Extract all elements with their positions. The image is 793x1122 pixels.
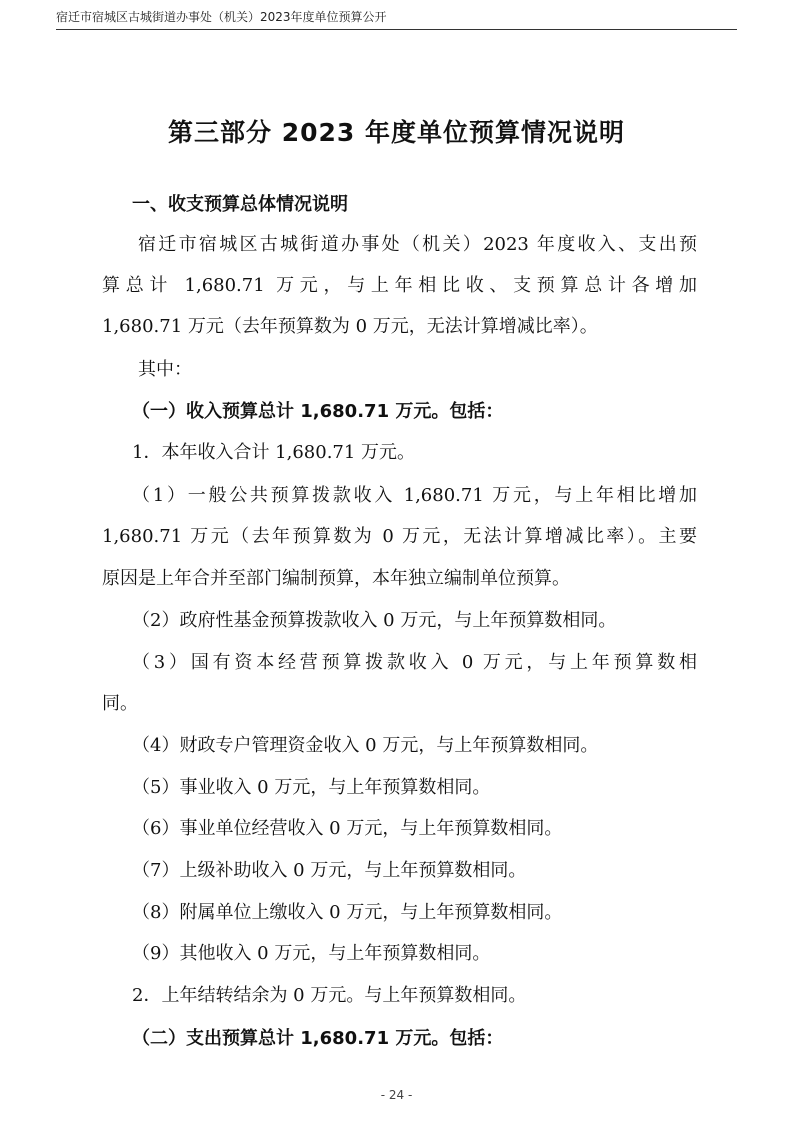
paragraph-line: （2）政府性基金预算拨款收入 0 万元，与上年预算数相同。 <box>132 610 617 631</box>
paragraph-line: （1）一般公共预算拨款收入 1,680.71 万元，与上年相比增加 <box>132 485 697 506</box>
section-heading: 一、收支预算总体情况说明 <box>132 194 348 215</box>
paragraph-line: （4）财政专户管理资金收入 0 万元，与上年预算数相同。 <box>132 735 599 756</box>
subsection-heading: （一）收入预算总计 1,680.71 万元。包括： <box>132 401 504 422</box>
paragraph-line: （7）上级补助收入 0 万元，与上年预算数相同。 <box>132 860 527 881</box>
header-rule <box>56 29 737 30</box>
paragraph-line: 1．本年收入合计 1,680.71 万元。 <box>132 442 416 463</box>
paragraph-line: 1,680.71 万元（去年预算数为 0 万元，无法计算增减比率）。 <box>102 316 598 337</box>
page-header: 宿迁市宿城区古城街道办事处（机关）2023年度单位预算公开 <box>56 10 387 24</box>
paragraph-line: 原因是上年合并至部门编制预算，本年独立编制单位预算。 <box>102 568 570 589</box>
paragraph-line: 同。 <box>102 693 138 714</box>
paragraph-line: （6）事业单位经营收入 0 万元，与上年预算数相同。 <box>132 818 563 839</box>
page-title: 第三部分 2023 年度单位预算情况说明 <box>168 118 625 147</box>
paragraph-line: （3）国有资本经营预算拨款收入 0 万元，与上年预算数相 <box>132 652 697 673</box>
subsection-heading: （二）支出预算总计 1,680.71 万元。包括： <box>132 1028 504 1049</box>
paragraph-line: （9）其他收入 0 万元，与上年预算数相同。 <box>132 943 491 964</box>
paragraph-line: 1,680.71 万元（去年预算数为 0 万元，无法计算增减比率）。主要 <box>102 526 697 547</box>
paragraph-line: 2．上年结转结余为 0 万元。与上年预算数相同。 <box>132 985 527 1006</box>
paragraph-line: 宿迁市宿城区古城街道办事处（机关）2023 年度收入、支出预 <box>138 234 697 255</box>
paragraph-line: （5）事业收入 0 万元，与上年预算数相同。 <box>132 777 491 798</box>
paragraph-line: 算总计 1,680.71 万元，与上年相比收、支预算总计各增加 <box>102 275 697 296</box>
paragraph-line: （8）附属单位上缴收入 0 万元，与上年预算数相同。 <box>132 902 563 923</box>
page-number: - 24 - <box>380 1088 413 1102</box>
paragraph-line: 其中： <box>138 359 192 380</box>
